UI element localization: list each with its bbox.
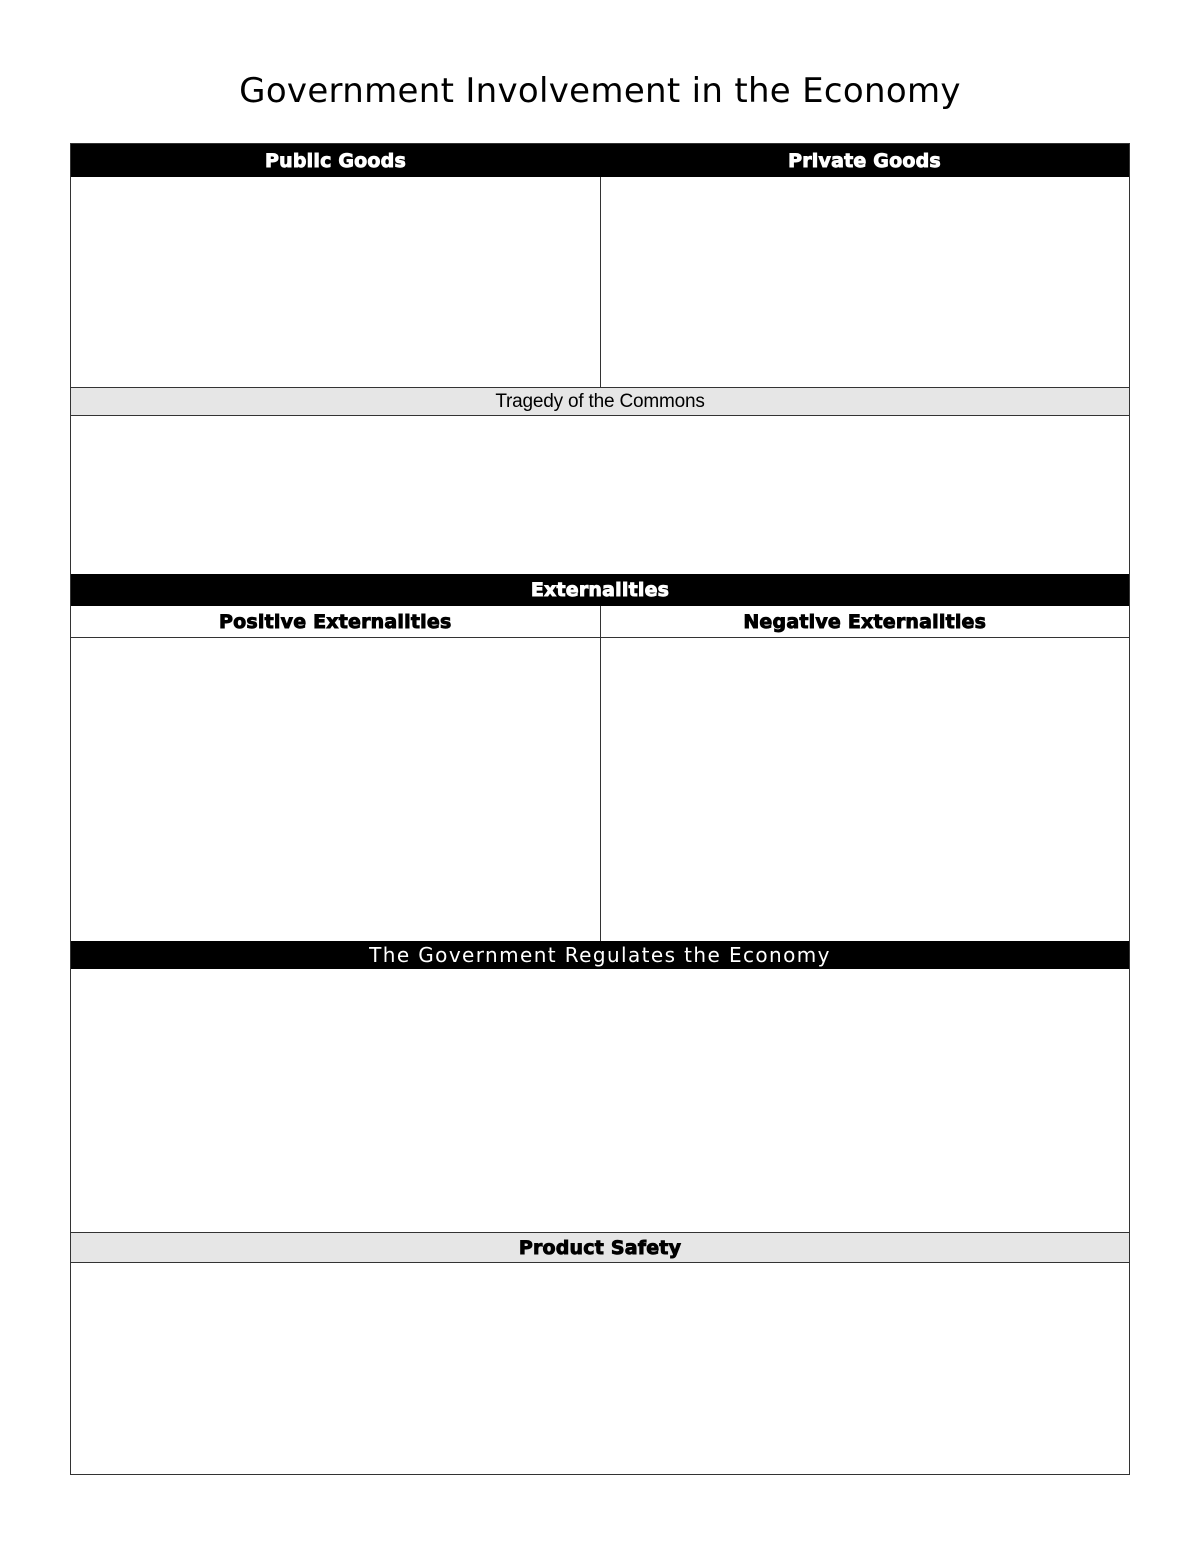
positive-externalities-answer-box[interactable] — [71, 638, 600, 941]
safety-header-row — [71, 1232, 1129, 1263]
regulation-header-row — [71, 941, 1129, 969]
externalities-subheader-row — [71, 606, 1129, 638]
government-regulates-answer-box[interactable] — [71, 969, 1129, 1232]
page-title: Government Involvement in the Economy — [239, 71, 961, 111]
product-safety-answer-box[interactable] — [71, 1263, 1129, 1473]
negative-externalities-header: Negative Externalities — [600, 606, 1130, 637]
negative-externalities-answer-box[interactable] — [600, 638, 1130, 941]
public-goods-answer-box[interactable] — [71, 177, 600, 388]
safety-writing-row — [71, 1263, 1129, 1473]
externalities-header: Externalities — [530, 579, 670, 601]
positive-externalities-header: Positive Externalities — [219, 610, 452, 633]
goods-writing-row — [71, 177, 1129, 388]
commons-writing-row — [71, 416, 1129, 574]
government-regulates-header: The Government Regulates the Economy — [369, 943, 831, 967]
externalities-header-row — [71, 574, 1129, 606]
product-safety-header: Product Safety — [518, 1236, 682, 1259]
goods-header-row — [71, 144, 1129, 177]
graphic-organizer — [70, 143, 1130, 1475]
tragedy-of-commons-answer-box[interactable] — [71, 416, 1129, 574]
public-goods-header: Public Goods — [265, 149, 406, 172]
commons-header-row — [71, 387, 1129, 416]
externalities-writing-row — [71, 638, 1129, 941]
private-goods-answer-box[interactable] — [600, 177, 1130, 388]
tragedy-of-commons-header: Tragedy of the Commons — [495, 390, 705, 412]
private-goods-header: Private Goods — [788, 149, 941, 172]
regulation-writing-row — [71, 969, 1129, 1232]
